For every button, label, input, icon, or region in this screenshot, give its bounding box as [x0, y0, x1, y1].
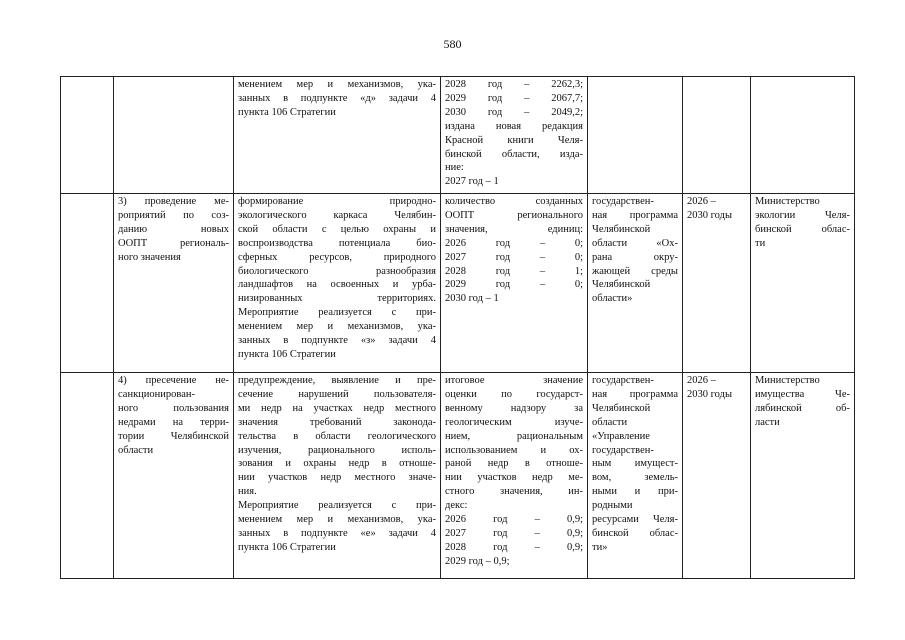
cell-line: 2030 годы [687, 388, 733, 400]
cell-line: области [118, 444, 154, 456]
cell-line: ресурсами Челя- [592, 514, 678, 526]
table-cell-col2 [114, 77, 234, 194]
cell-line: 2029 год – 0; [445, 279, 583, 291]
cell-line: 2030 год – 2049,2; [445, 106, 583, 118]
cell-line: занных в подпункте «д» задачи 4 [238, 92, 436, 104]
cell-line: геологическим изуче- [445, 416, 583, 428]
cell-line: 2028 год – 1; [445, 265, 583, 277]
table-row [61, 373, 855, 579]
table-cell-col2 [114, 194, 234, 373]
table-cell-col2 [114, 373, 234, 579]
cell-line: 2027 год – 0; [445, 251, 583, 263]
cell-line: нии участков недр местного значе- [238, 472, 436, 484]
table-cell-col1 [61, 373, 114, 579]
cell-line: лябинской об- [755, 402, 850, 414]
cell-line: значения, единиц: [445, 223, 583, 235]
cell-line: 2029 год – 2067,7; [445, 92, 583, 104]
cell-line: нии участков недр ме- [445, 472, 583, 484]
table-cell-col3 [234, 77, 441, 194]
cell-line: роприятий по соз- [118, 209, 229, 221]
cell-line: оценки по государст- [445, 388, 583, 400]
cell-line: бинской облас- [592, 527, 678, 539]
cell-line: ная программа [592, 209, 678, 221]
cell-line: менением мер и механизмов, ука- [238, 321, 436, 333]
cell-line: тории Челябинской [118, 430, 229, 442]
cell-line: Челябинской [592, 223, 651, 235]
cell-line: использованием и ох- [445, 444, 583, 456]
cell-line: ным имущест- [592, 458, 678, 470]
cell-line: менением мер и механизмов, ука- [238, 79, 436, 90]
cell-line: занных в подпункте «е» задачи 4 [238, 527, 436, 539]
cell-line: жающей среды [592, 265, 678, 277]
table-cell-col5 [588, 194, 683, 373]
table-cell-col6 [683, 194, 751, 373]
page-number: 580 [443, 37, 462, 51]
table-row [61, 77, 855, 194]
table-cell-col4 [441, 373, 588, 579]
cell-line: биологического разнообразия [238, 265, 436, 277]
cell-line: 2027 год – 1 [445, 176, 499, 188]
cell-line: ландшафтов на освоенных и урба- [238, 279, 436, 291]
cell-line: 2026 год – 0; [445, 237, 583, 249]
cell-line: ми недр на участках недр местного [238, 402, 436, 414]
cell-line: «Управление [592, 430, 650, 442]
cell-line: бинской облас- [755, 223, 850, 235]
cell-line: итоговое значение [445, 375, 583, 386]
cell-line: 4) пресечение не- [118, 375, 229, 386]
cell-line: 3) проведение ме- [118, 196, 229, 207]
table-cell-col6 [683, 77, 751, 194]
table-cell-col3 [234, 194, 441, 373]
cell-line: санкционирован- [118, 388, 195, 400]
cell-line: имущества Че- [755, 388, 850, 400]
table-cell-col5 [588, 77, 683, 194]
cell-line: ООПТ региональ- [118, 237, 229, 249]
cell-line: Министерство [755, 375, 820, 386]
cell-line: области [592, 416, 628, 428]
cell-line: раной недр в отноше- [445, 458, 583, 470]
cell-line: недрами на терри- [118, 416, 229, 428]
cell-line: государствен- [592, 375, 654, 386]
cell-line: пункта 106 Стратегии [238, 106, 336, 118]
cell-line: предупреждение, выявление и пре- [238, 375, 436, 386]
cell-line: государствен- [592, 444, 654, 456]
cell-line: количество созданных [445, 196, 583, 207]
cell-line: 2030 годы [687, 209, 733, 221]
cell-line: зования и охраны недр в отноше- [238, 458, 436, 470]
table-cell-col3 [234, 373, 441, 579]
cell-line: ской области с целью охраны и [238, 223, 436, 235]
cell-line: декс: [445, 500, 468, 512]
cell-line: стного значения, ин- [445, 486, 583, 498]
table-cell-col4 [441, 194, 588, 373]
cell-line: государствен- [592, 196, 654, 207]
table-cell-col4 [441, 77, 588, 194]
cell-line: Челябинской [592, 279, 651, 291]
cell-line: Красной книги Челя- [445, 134, 583, 146]
cell-line: Министерство [755, 196, 820, 207]
cell-line: ния. [238, 486, 257, 498]
cell-line: бинской области, изда- [445, 148, 583, 160]
table-cell-col6 [683, 373, 751, 579]
cell-line: экологического каркаса Челябин- [238, 209, 436, 221]
cell-line: Мероприятие реализуется с при- [238, 307, 436, 319]
cell-line: ная программа [592, 388, 678, 400]
table-cell-col5 [588, 373, 683, 579]
cell-line: 2028 год – 2262,3; [445, 79, 583, 90]
cell-line: ными и при- [592, 486, 678, 498]
cell-line: 2028 год – 0,9; [445, 541, 583, 553]
cell-line: значения требований законода- [238, 416, 436, 428]
cell-line: ласти [755, 416, 780, 428]
cell-line: тельства в области геологического [238, 430, 436, 442]
cell-line: формирование природно- [238, 196, 436, 207]
cell-line: ного значения [118, 251, 181, 263]
cell-line: родными [592, 500, 633, 512]
cell-line: сферных ресурсов, природного [238, 251, 436, 263]
table-cell-col1 [61, 77, 114, 194]
cell-line: области» [592, 293, 633, 305]
cell-line: пункта 106 Стратегии [238, 541, 336, 553]
cell-line: издана новая редакция [445, 120, 583, 132]
cell-line: рана окру- [592, 251, 678, 263]
cell-line: ти» [592, 541, 608, 553]
cell-line: 2026 – [687, 375, 716, 386]
cell-line: пункта 106 Стратегии [238, 348, 336, 360]
cell-line: 2030 год – 1 [445, 293, 499, 305]
strategy-table [60, 76, 855, 579]
cell-line: низированных территориях. [238, 293, 436, 305]
cell-line: 2026 – [687, 196, 716, 207]
cell-line: данию новых [118, 223, 229, 235]
cell-line: области «Ох- [592, 237, 678, 249]
cell-line: экологии Челя- [755, 209, 850, 221]
cell-line: Мероприятие реализуется с при- [238, 500, 436, 512]
cell-line: ООПТ регионального [445, 209, 583, 221]
cell-line: 2026 год – 0,9; [445, 514, 583, 526]
table-row [61, 194, 855, 373]
cell-line: нием, рациональным [445, 430, 583, 442]
cell-line: ного пользования [118, 402, 229, 414]
cell-line: ние: [445, 162, 464, 174]
cell-line: занных в подпункте «з» задачи 4 [238, 335, 436, 347]
cell-line: 2029 год – 0,9; [445, 555, 510, 567]
cell-line: ти [755, 237, 766, 249]
table-cell-col7 [751, 373, 855, 579]
cell-line: сечение нарушений пользователя- [238, 388, 436, 400]
cell-line: венному надзору за [445, 402, 583, 414]
cell-line: вом, земель- [592, 472, 678, 484]
cell-line: 2027 год – 0,9; [445, 527, 583, 539]
cell-line: воспроизводства потенциала био- [238, 237, 436, 249]
cell-line: Челябинской [592, 402, 651, 414]
table-cell-col7 [751, 194, 855, 373]
cell-line: изучения, рационального исполь- [238, 444, 436, 456]
table-cell-col7 [751, 77, 855, 194]
table-cell-col1 [61, 194, 114, 373]
cell-line: менением мер и механизмов, ука- [238, 514, 436, 526]
